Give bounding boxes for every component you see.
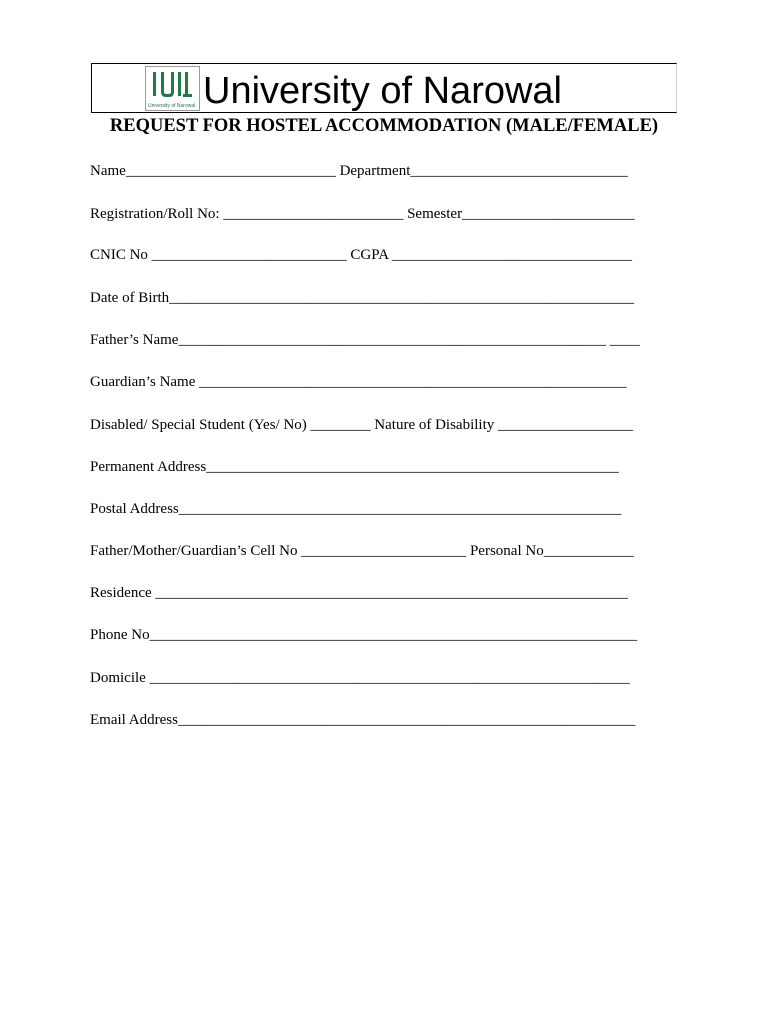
university-logo xyxy=(145,66,200,111)
logo-caption: University of Narowal xyxy=(148,103,196,109)
field-row-email-address[interactable]: Email Address_____________________________________________________________ xyxy=(90,712,636,728)
field-row-fathers-name[interactable]: Father’s Name_________________________________________________________ ____ xyxy=(90,332,640,348)
field-row-residence[interactable]: Residence _______________________________________________________________ xyxy=(90,585,628,601)
field-row-cnic-cgpa[interactable]: CNIC No __________________________ CGPA ________________________________ xyxy=(90,247,632,263)
field-row-name-department[interactable]: Name____________________________ Department_____________________________ xyxy=(90,163,628,179)
field-row-date-of-birth[interactable]: Date of Birth______________________________________________________________ xyxy=(90,290,635,306)
form-title: REQUEST FOR HOSTEL ACCOMMODATION (MALE/FEMALE) xyxy=(109,116,659,136)
field-row-phone-no[interactable]: Phone No_________________________________________________________________ xyxy=(90,627,638,643)
field-row-disability[interactable]: Disabled/ Special Student (Yes/ No) ________ Nature of Disability __________________ xyxy=(90,417,634,433)
field-row-permanent-address[interactable]: Permanent Address_______________________________________________________ xyxy=(90,459,619,475)
field-row-guardians-name[interactable]: Guardian’s Name _________________________________________________________ xyxy=(90,374,627,390)
logo-emblem-icon xyxy=(147,68,200,102)
field-row-postal-address[interactable]: Postal Address___________________________________________________________ xyxy=(90,501,622,517)
university-name: University of Narowal xyxy=(203,70,562,112)
field-row-registration-semester[interactable]: Registration/Roll No: ________________________ Semester_______________________ xyxy=(90,206,635,222)
field-row-cell-numbers[interactable]: Father/Mother/Guardian’s Cell No ______________________ Personal No____________ xyxy=(90,543,634,559)
field-row-domicile[interactable]: Domicile ________________________________________________________________ xyxy=(90,670,630,686)
